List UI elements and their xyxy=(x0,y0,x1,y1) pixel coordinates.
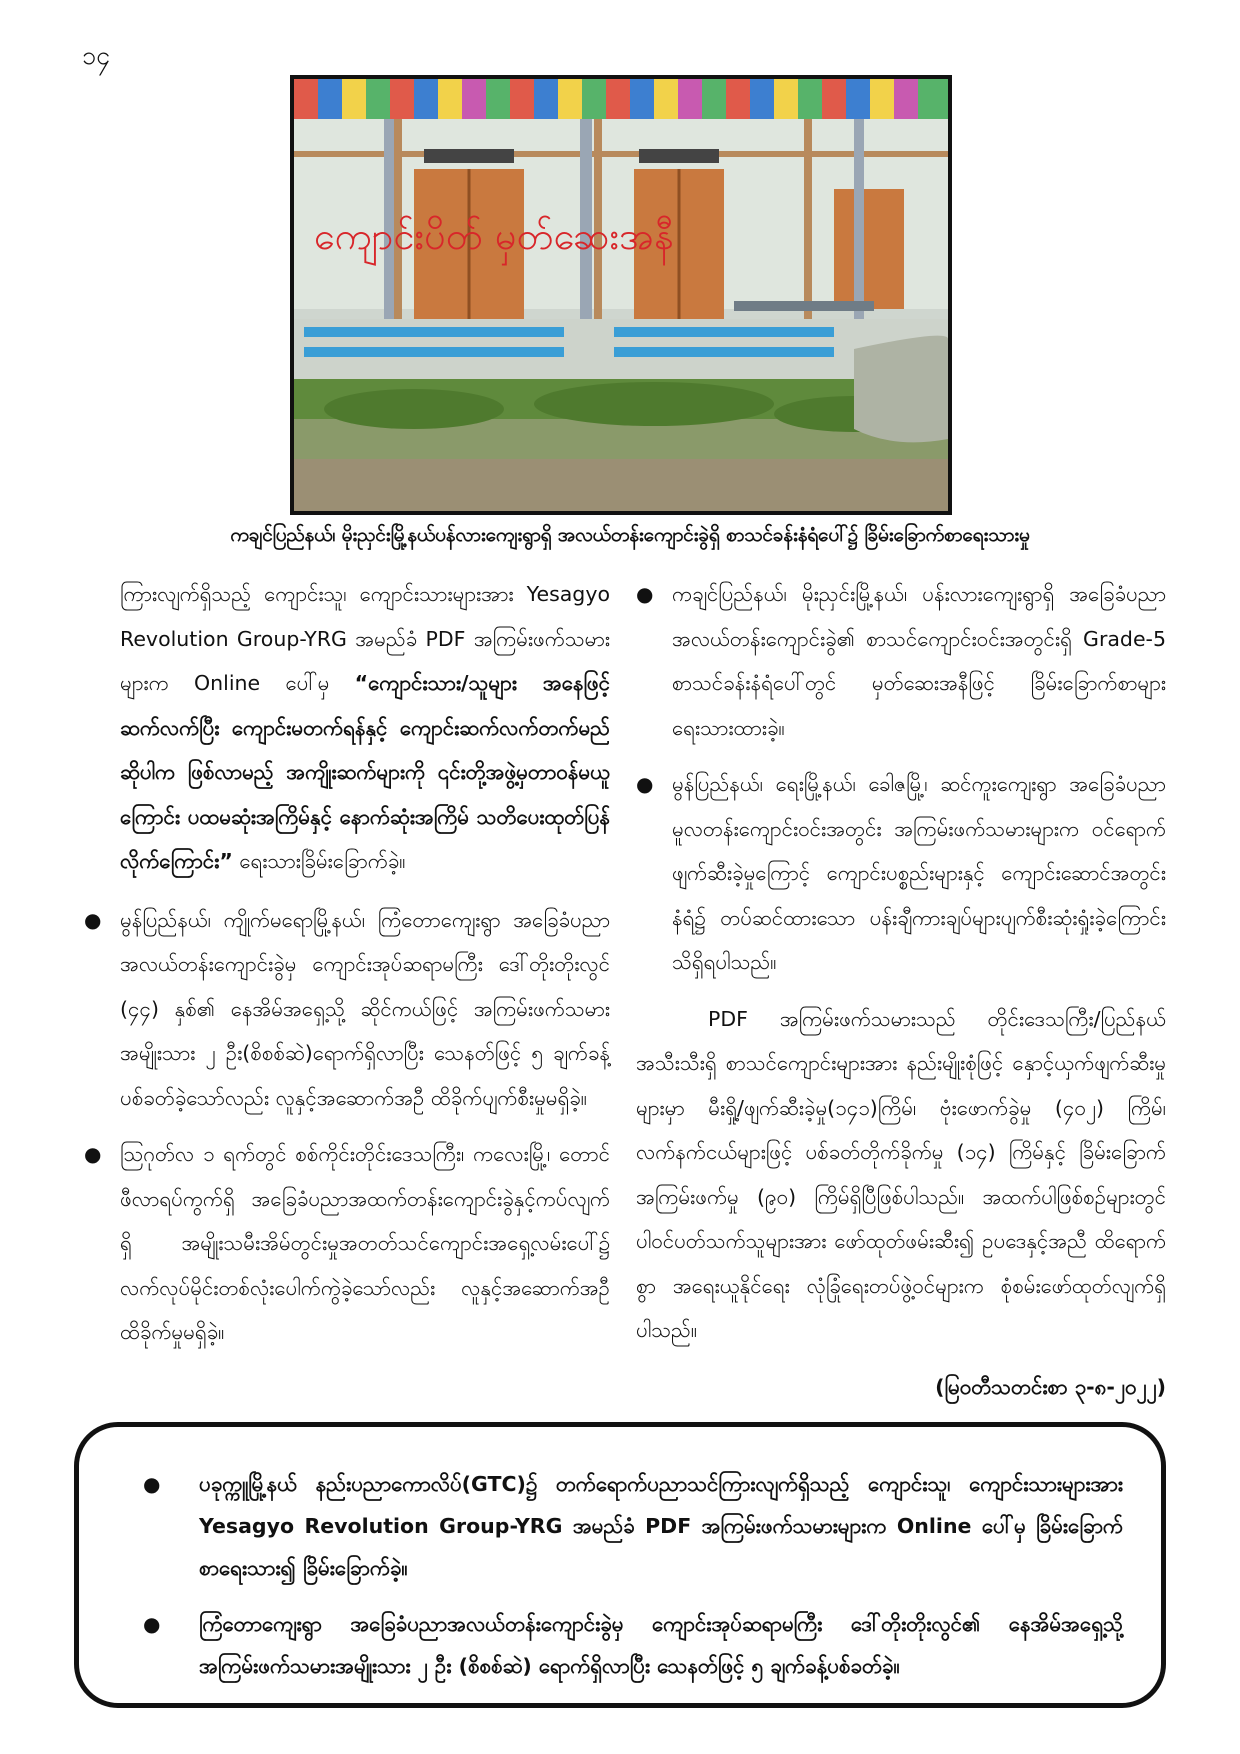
list-item xyxy=(84,1132,610,1355)
news-source: (မြဝတီသတင်းစာ ၃-၈-၂၀၂၂) xyxy=(935,1374,1166,1399)
intro-ending-text: ရေးသားခြိမ်းခြောက်ခဲ့။ xyxy=(232,849,406,873)
list-item xyxy=(636,762,1166,985)
summary-item-text: ပခုက္ကူမြို့နယ် နည်းပညာကောလိပ်(GTC)၌ တက်ရောက်ပညာသင်ကြားလျက်ရှိသည့် ကျောင်းသူ၊ ကျောင်းသားများအား Yesagyo Revolution Group-YRG အမည်ခံ PDF အကြမ်းဖက်သမားများက Online ပေါ်မှ ခြိမ်းခြောက်စာရေးသား၍ ခြိမ်းခြောက်ခဲ့။ xyxy=(199,1472,1123,1580)
list-item-text: မွန်ပြည်နယ်၊ ရေးမြို့နယ်၊ ခေါဇမြို့၊ ဆင်ကူးကျေးရွာ အခြေခံပညာမူလတန်းကျောင်းဝင်းအတွင်း အကြမ်းဖက်သမားများက ဝင်ရောက်ဖျက်ဆီးခဲ့မှုကြောင့် ကျောင်းပစ္စည်းများနှင့် ကျောင်းဆောင်အတွင်းနံရံ၌ တပ်ဆင်ထားသော ပန်းချီကားချပ်များပျက်စီးဆုံးရှုံးခဲ့ကြောင်း သိရှိရပါသည်။ xyxy=(672,772,1166,974)
summary-item xyxy=(137,1463,1123,1589)
bullet-icon: ● xyxy=(636,582,654,606)
photo-caption: ကချင်ပြည်နယ်၊ မိုးညှင်းမြို့နယ်ပန်လားကျေးရွာရှိ အလယ်တန်းကျောင်းခွဲရှိ စာသင်ခန်းနံရံပေါ်၌ ခြိမ်းခြောက်စာရေးသားမှု xyxy=(230,524,1030,546)
left-column xyxy=(84,572,611,1367)
list-item xyxy=(636,572,1166,750)
school-building-illustration xyxy=(294,79,948,511)
roof-eaves xyxy=(294,79,948,119)
school-wall-photo xyxy=(290,75,952,515)
summary-box xyxy=(74,1422,1166,1708)
summary-paragraph: PDF အကြမ်းဖက်သမားသည် တိုင်းဒေသကြီး/ပြည်နယ်အသီးသီးရှိ စာသင်ကျောင်းများအား နည်းမျိုးစုံဖြင့် နှောင့်ယှက်ဖျက်ဆီးမှုများမှာ မီးရှို့/ဖျက်ဆီးခဲ့မှု(၁၄၁)ကြိမ်၊ ဗုံးဖောက်ခွဲမှု (၄၀၂) ကြိမ်၊ လက်နက်ငယ်များဖြင့် ပစ်ခတ်တိုက်ခိုက်မှု (၁၄) ကြိမ်နှင့် ခြိမ်းခြောက်အကြမ်းဖက်မှု (၉၀) ကြိမ်ရှိပြီဖြစ်ပါသည်။ အထက်ပါဖြစ်စဉ်များတွင် ပါဝင်ပတ်သက်သူများအား ဖော်ထုတ်ဖမ်းဆီး၍ ဥပဒေနှင့်အညီ ထိရောက်စွာ အရေးယူနိုင်ရေး လုံခြုံရေးတပ်ဖွဲ့ဝင်များက စုံစမ်းဖော်ထုတ်လျက်ရှိပါသည်။ xyxy=(636,1006,1166,1342)
bullet-icon: ● xyxy=(636,772,654,796)
list-item-text: မွန်ပြည်နယ်၊ ကျိုက်မရောမြို့နယ်၊ ကြံတောကျေးရွာ အခြေခံပညာအလယ်တန်းကျောင်းခွဲမှ ကျောင်းအုပ်ဆရာမကြီး ဒေါ်တိုးတိုးလွင် (၄၄) နှစ်၏ နေအိမ်အရှေ့သို့ ဆိုင်ကယ်ဖြင့် အကြမ်းဖက်သမားအမျိုးသား ၂ ဦး(စိစစ်ဆဲ)ရောက်ရှိလာပြီး သေနတ်ဖြင့် ၅ ချက်ခန့်ပစ်ခတ်ခဲ့သော်လည်း လူနှင့်အဆောက်အဦ ထိခိုက်ပျက်စီးမှုမရှိခဲ့။ xyxy=(120,907,610,1110)
intro-paragraph xyxy=(120,572,610,884)
page-number: ၁၄ xyxy=(82,41,111,70)
summary-item-text: ကြံတောကျေးရွာ အခြေခံပညာအလယ်တန်းကျောင်းခွဲမှ ကျောင်းအုပ်ဆရာမကြီး ဒေါ်တိုးတိုးလွင်၏ နေအိမ်အရှေ့သို့ အကြမ်းဖက်သမားအမျိုးသား ၂ ဦး (စိစစ်ဆဲ) ရောက်ရှိလာပြီး သေနတ်ဖြင့် ၅ ချက်ခန့်ပစ်ခတ်ခဲ့။ xyxy=(199,1612,1123,1678)
bullet-icon: ● xyxy=(84,1142,102,1166)
bullet-icon: ● xyxy=(143,1472,161,1496)
list-item-text: ကချင်ပြည်နယ်၊ မိုးညှင်းမြို့နယ်၊ ပန်းလားကျေးရွာရှိ အခြေခံပညာအလယ်တန်းကျောင်းခွဲ၏ စာသင်ကျောင်းဝင်းအတွင်းရှိ Grade-5 စာသင်ခန်းနံရံပေါ်တွင် မှတ်ဆေးအနီဖြင့် ခြိမ်းခြောက်စာများ ရေးသားထားခဲ့။ xyxy=(672,582,1166,740)
list-item-text: ဩဂုတ်လ ၁ ရက်တွင် စစ်ကိုင်းတိုင်းဒေသကြီး၊ ကလေးမြို့၊ တောင်ဖီလာရပ်ကွက်ရှိ အခြေခံပညာအထက်တန်းကျောင်းခွဲနှင့်ကပ်လျက်ရှိ အမျိုးသမီးအိမ်တွင်းမှုအတတ်သင်ကျောင်းအရှေ့လမ်းပေါ်၌ လက်လုပ်မိုင်းတစ်လုံးပေါက်ကွဲခဲ့သော်လည်း လူနှင့်အဆောက်အဦ ထိခိုက်မှုမရှိခဲ့။ xyxy=(120,1142,610,1344)
bullet-icon: ● xyxy=(84,907,102,932)
list-item xyxy=(84,898,610,1121)
summary-item xyxy=(137,1603,1123,1687)
intro-quoted-statement: “ကျောင်းသား/သူများ အနေဖြင့် ဆက်လက်ပြီး ကျောင်းမတက်ရန်နှင့် ကျောင်းဆက်လက်တက်မည်ဆိုပါက ဖြစ်လာမည့် အကျိုးဆက်များကို ၎င်းတို့အဖွဲ့မှတာဝန်မယူကြောင်း ပထမဆုံးအကြိမ်နှင့် နောက်ဆုံးအကြိမ် သတိပေးထုတ်ပြန်လိုက်ကြောင်း” xyxy=(120,671,611,873)
bullet-icon: ● xyxy=(143,1612,161,1636)
intro-plain-text: ကြားလျက်ရှိသည့် ကျောင်းသူ၊ ကျောင်းသားများအား Yesagyo Revolution Group-YRG အမည်ခံ PDF အကြမ်းဖက်သမားများက Online ပေါ်မှ xyxy=(120,582,610,695)
graffiti-text: ကျောင်းပိတ် မှတ်ဆေးအနီ xyxy=(314,214,674,258)
right-column xyxy=(636,572,1166,1409)
